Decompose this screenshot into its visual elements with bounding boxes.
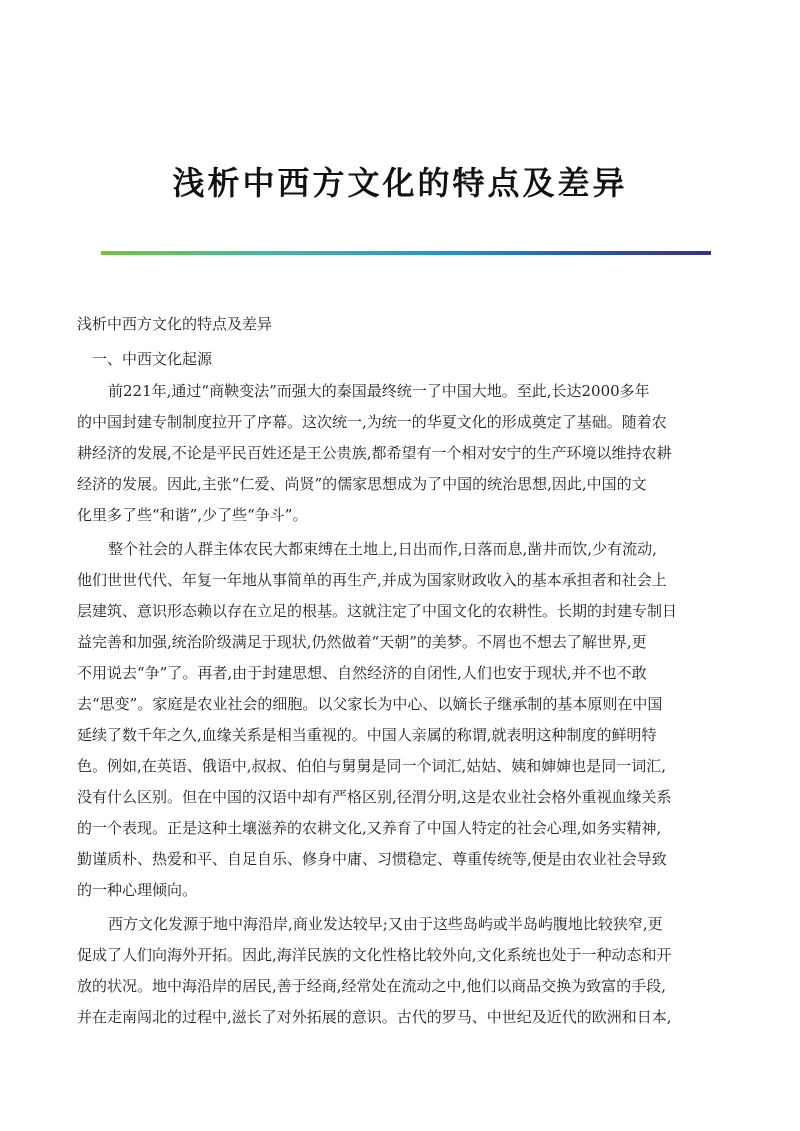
paragraph xyxy=(77,534,727,906)
paragraph-line: 没有什么区别。但在中国的汉语中却有严格区别,径渭分明,这是农业社会格外重视血缘关系 xyxy=(77,788,672,806)
paragraph-line: 经济的发展。因此,主张“仁爱、尚贤”的儒家思想成为了中国的统治思想,因此,中国的文 xyxy=(77,475,647,493)
section-heading: 一、中西文化起源 xyxy=(92,350,213,368)
paragraph-line: 层建筑、意识形态赖以存在立足的根基。这就注定了中国文化的农耕性。长期的封建专制日 xyxy=(77,602,678,620)
paragraph-line: 的一个表现。正是这种土壤滋养的农耕文化,又养育了中国人特定的社会心理,如务实精神, xyxy=(77,819,662,837)
document-body xyxy=(77,376,727,1036)
paragraph-line: 的中国封建专制制度拉开了序幕。这次统一,为统一的华夏文化的形成奠定了基础。随着农 xyxy=(77,413,667,431)
paragraph-line: 勤谨质朴、热爱和平、自足自乐、修身中庸、习惯稳定、尊重传统等,便是由农业社会导致 xyxy=(77,850,667,868)
paragraph-line: 并在走南闯北的过程中,滋长了对外拓展的意识。古代的罗马、中世纪及近代的欧洲和日本, xyxy=(77,1008,672,1026)
paragraph-line: 西方文化发源于地中海沿岸,商业发达较早;又由于这些岛屿或半岛屿腹地比较狭窄,更 xyxy=(108,915,663,933)
paragraph-line: 整个社会的人群主体农民大都束缚在土地上,日出而作,日落而息,凿井而饮,少有流动, xyxy=(108,540,657,558)
document-heading: 浅析中西方文化的特点及差异 xyxy=(77,315,273,333)
paragraph-line: 不用说去“争”了。再者,由于封建思想、自然经济的自闭性,人们也安于现状,并不也不敢 xyxy=(77,664,647,682)
document-title: 浅析中西方文化的特点及差异 xyxy=(172,164,628,202)
paragraph-line: 延续了数千年之久,血缘关系是相当重视的。中国人亲属的称谓,就表明这种制度的鲜明特 xyxy=(77,726,657,744)
paragraph xyxy=(77,376,727,531)
paragraph-line: 放的状况。地中海沿岸的居民,善于经商,经常处在流动之中,他们以商品交换为致富的手段, xyxy=(77,977,667,995)
paragraph-line: 的一种心理倾向。 xyxy=(77,881,198,899)
title-divider xyxy=(101,251,711,255)
paragraph xyxy=(77,909,727,1033)
paragraph-line: 化里多了些“和谐”,少了些“争斗”。 xyxy=(77,506,308,524)
paragraph-line: 去“思变”。家庭是农业社会的细胞。以父家长为中心、以嫡长子继承制的基本原则在中国 xyxy=(77,695,663,713)
paragraph-line: 前221年,通过“商鞅变法”而强大的秦国最终统一了中国大地。至此,长达2000多年 xyxy=(108,382,650,400)
paragraph-line: 色。例如,在英语、俄语中,叔叔、伯伯与舅舅是同一个词汇,姑姑、姨和婶婶也是同一词汇, xyxy=(77,757,667,775)
paragraph-line: 益完善和加强,统治阶级满足于现状,仍然做着“天朝”的美梦。不屑也不想去了解世界,更 xyxy=(77,633,647,651)
paragraph-line: 他们世世代代、年复一年地从事简单的再生产,并成为国家财政收入的基本承担者和社会上 xyxy=(77,571,667,589)
paragraph-line: 促成了人们向海外开拓。因此,海洋民族的文化性格比较外向,文化系统也处于一种动态和开 xyxy=(77,946,672,964)
paragraph-line: 耕经济的发展,不论是平民百姓还是王公贵族,都希望有一个相对安宁的生产环境以维持农耕 xyxy=(77,444,672,462)
